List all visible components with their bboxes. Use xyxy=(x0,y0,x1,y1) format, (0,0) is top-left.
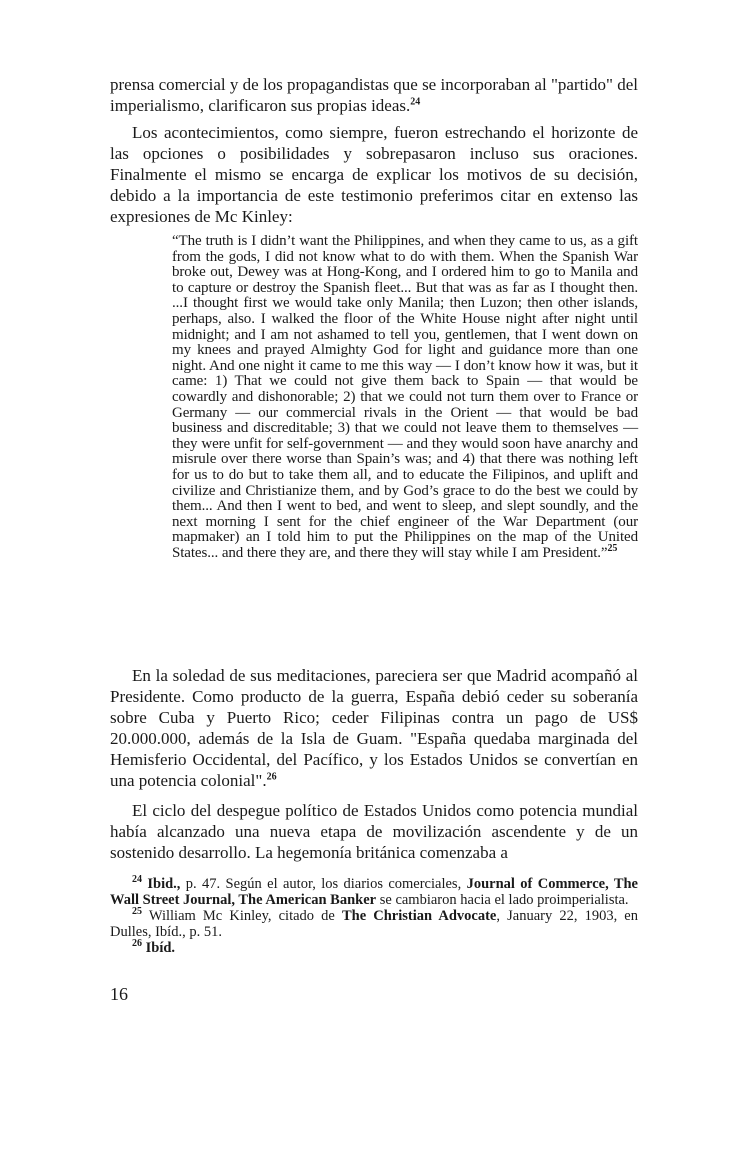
paragraph-text: Los acontecimientos, como siempre, fueron estrechando el horizonte de las opciones o posibilidades y sobrepasaron incluso sus oraciones. Finalmente el mismo se encarga de explicar los motivos de su decisión, debido a la importancia de este testimonio preferimos citar en extenso las expresiones de Mc Kinley: xyxy=(110,123,638,226)
page-number: 16 xyxy=(110,984,128,1004)
footnote-journals: Journal of Commerce, The Wall Street Journal, The American Banker xyxy=(110,876,638,908)
footnote-text: , January 22, 1903, en Dulles, Ibíd., p. 51. xyxy=(110,908,638,940)
paragraph-events xyxy=(110,122,638,227)
footnote-text: William Mc Kinley, citado de xyxy=(148,908,342,924)
footnotes xyxy=(110,876,638,956)
paragraph-text: prensa comercial y de los propagandistas que se incorporaban al "partido" del imperialismo, clarificaron sus propias ideas. xyxy=(110,75,638,115)
footnote-text: se cambiaron hacia el lado proimperialista. xyxy=(376,892,629,908)
footnote-ref-26: 26 xyxy=(266,771,277,783)
footnote-ref-24: 24 xyxy=(410,96,421,108)
paragraph-text: En la soledad de sus meditaciones, pareciera ser que Madrid acompañó al Presidente. Como producto de la guerra, España debió ceder su soberanía sobre Cuba y Puerto Rico; ceder Filipinas contra un pago de US$ 20.000.000, además de la Isla de Guam. "España quedaba marginada del Hemisferio Occidental, del Pacífico, y los Estados Unidos se convertían en una potencia colonial". xyxy=(110,666,638,790)
footnote-25 xyxy=(110,908,638,940)
footnote-ibid: Ibíd. xyxy=(145,940,176,956)
footnote-24 xyxy=(110,876,638,908)
footnote-ibid: Ibid., xyxy=(147,876,181,892)
block-quote-mckinley xyxy=(172,234,638,561)
paragraph-madrid xyxy=(110,665,638,791)
footnote-number: 25 xyxy=(132,906,142,918)
footnote-number: 26 xyxy=(132,938,142,950)
paragraph-continuation xyxy=(110,74,638,116)
quote-text: “The truth is I didn’t want the Philippines, and when they came to us, as a gift from the gods, I did not know what to do with them. When the Spanish War broke out, Dewey was at Hong-Kong, and I ordered him to go to Manila and to capture or destroy the Spanish fleet... But that was as far as I thought then. ...I thought first we would take only Manila; then Luzon; then other islands, perhaps, also. I walked the floor of the White House night after night until midnight; and I am not ashamed to tell you, gentlemen, that I went down on my knees and prayed Almighty God for light and guidance more than one night. And one night it came to me this way — I don’t know how it was, but it came: 1) That we could not give them back to Spain — that would be cowardly and dishonorable; 2) that we could not turn them over to France or Germany — our commercial rivals in the Orient — that would be bad business and discreditable; 3) that we could not leave them to themselves — they were unfit for self-government — and they would soon have anarchy and misrule over there worse than Spain’s was; and 4) that there was nothing left for us to do but to take them all, and to educate the Filipinos, and uplift and civilize and Christianize them, and by God’s grace to do the best we could by them... And then I went to bed, and went to sleep, and slept soundly, and the next morning I sent for the chief engineer of the War Department (our mapmaker) an I told him to put the Philippines on the map of the United States... and there they are, and there they will stay while I am President.” xyxy=(172,233,638,561)
footnote-text: p. 47. Según el autor, los diarios comerciales, xyxy=(180,876,467,892)
paragraph-text: El ciclo del despegue político de Estados Unidos como potencia mundial había alcanzado una nueva etapa de movilización ascendente y de un sostenido desarrollo. La hegemonía británica comenzaba a xyxy=(110,801,638,862)
paragraph-cycle xyxy=(110,800,638,863)
footnote-advocate: The Christian Advocate xyxy=(341,908,497,924)
footnote-number: 24 xyxy=(132,874,142,886)
footnote-ref-25: 25 xyxy=(607,542,618,554)
footnote-26 xyxy=(110,940,638,956)
